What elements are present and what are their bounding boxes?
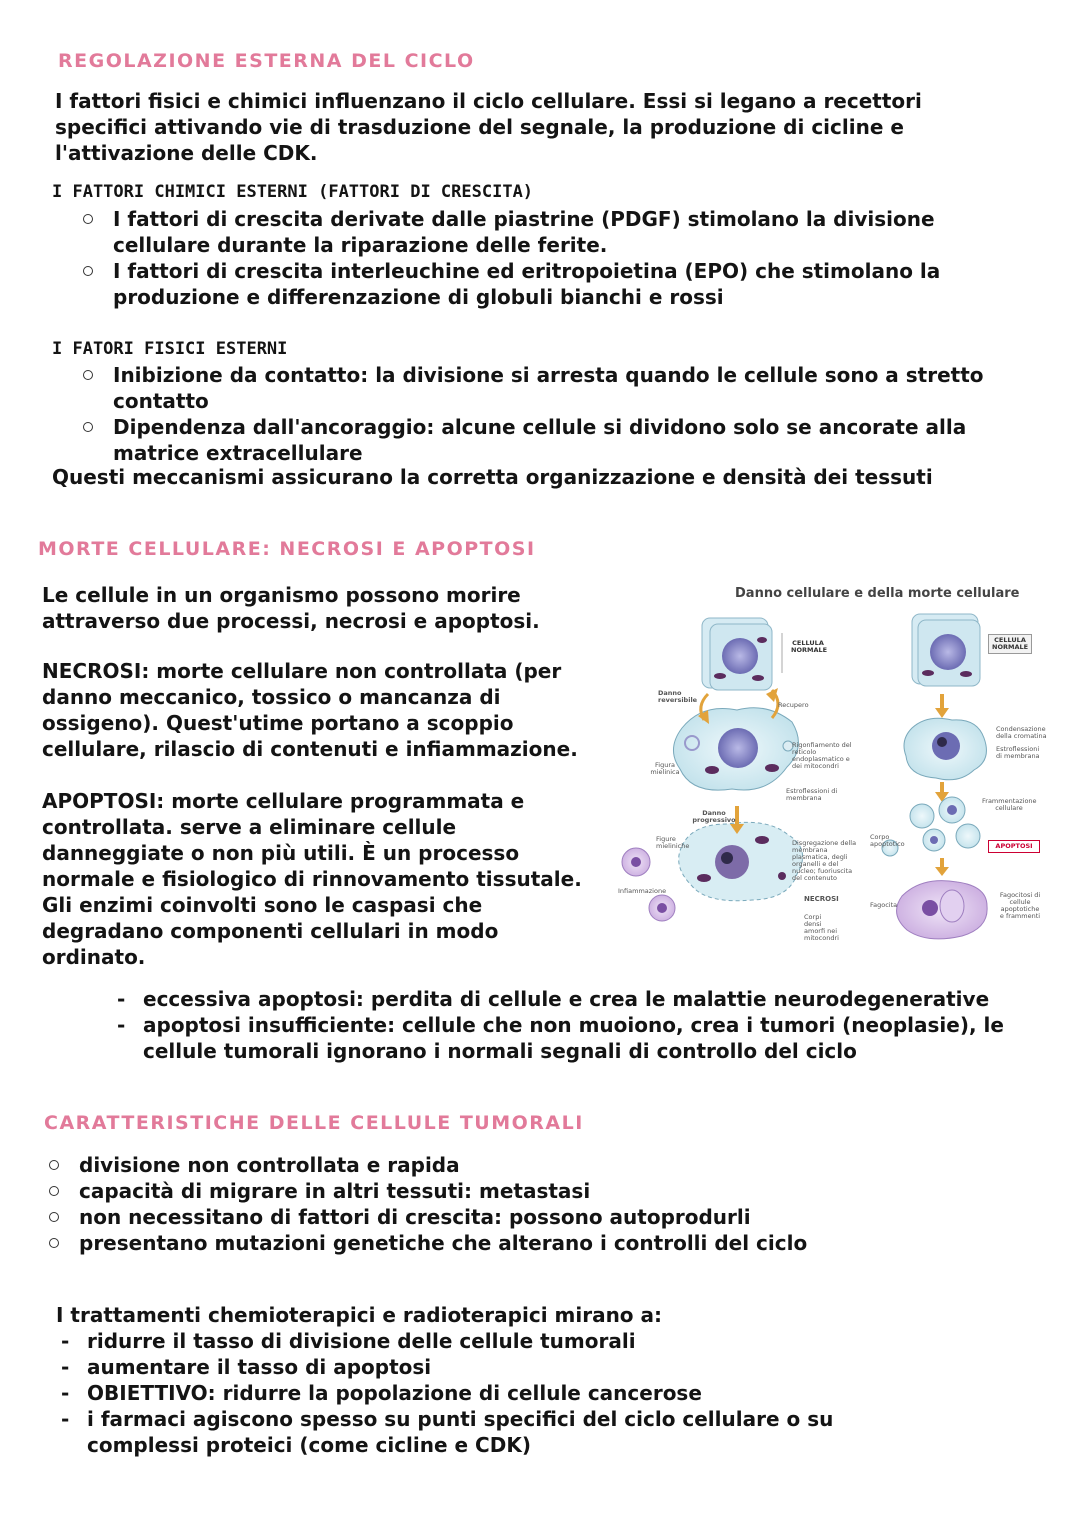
necrosi-text: NECROSI: morte cellulare non controllata (per danno meccanico, tossico o mancanza di ossigeno). Quest'utime portano a scoppio cellulare, rilascio di contenuti e infiammazione. bbox=[42, 659, 578, 761]
physical-factors-title: I FATORI FISICI ESTERNI bbox=[52, 339, 288, 359]
label-blebs: Estroflessioni di membrana bbox=[786, 787, 838, 802]
list-item: presentano mutazioni genetiche che alterano i controlli del ciclo bbox=[79, 1230, 979, 1256]
phagocyte-cell bbox=[897, 881, 988, 939]
regolazione-intro: I fattori fisici e chimici influenzano il ciclo cellulare. Essi si legano a recettori specifici attivando vie di trasduzione del segnale, la produzione di cicline e l'attivazione delle CDK. bbox=[55, 89, 922, 165]
normal-cell-left bbox=[702, 618, 772, 690]
list-item: - i farmaci agiscono spesso su punti specifici del ciclo cellulare o su complessi proteici (come cicline e CDK) bbox=[87, 1406, 847, 1458]
cell-death-figure bbox=[612, 578, 1052, 940]
normal-cell-right bbox=[912, 614, 980, 686]
physical-factors-list bbox=[113, 362, 1023, 466]
reversible-damage-cell bbox=[673, 708, 798, 790]
label-dense-bodies: Corpi densi amorfi nei mitocondri bbox=[804, 913, 839, 942]
section-heading-tumorali: CARATTERISTICHE DELLE CELLULE TUMORALI bbox=[44, 1112, 584, 1134]
necrotic-cell bbox=[679, 822, 803, 900]
label-swelling: Rigonfiamento del reticolo endoplasmatico e dei mitocondri bbox=[792, 741, 852, 770]
list-item: divisione non controllata e rapida bbox=[79, 1152, 979, 1178]
label-apoptotic-body: Corpo apoptotico bbox=[870, 833, 905, 848]
list-item: - OBIETTIVO: ridurre la popolazione di cellule cancerose bbox=[87, 1380, 847, 1406]
list-item: I fattori di crescita derivate dalle piastrine (PDGF) stimolano la divisione cellulare durante la riparazione delle ferite. bbox=[113, 206, 1023, 258]
morte-intro: Le cellule in un organismo possono morire attraverso due processi, necrosi e apoptosi. bbox=[42, 583, 540, 633]
tumor-characteristics-list bbox=[79, 1152, 979, 1256]
inflammation-cells bbox=[622, 848, 675, 921]
label-myelin: Figura mielinica bbox=[650, 761, 680, 776]
label-normal-left: CELLULA NORMALE bbox=[791, 639, 828, 654]
list-item: capacità di migrare in altri tessuti: metastasi bbox=[79, 1178, 979, 1204]
label-disintegration: Disgregazione della membrana plasmatica, degli organelli e del nucleo; fuoriuscita del contenuto bbox=[792, 839, 857, 882]
label-progressive: Danno progressivo bbox=[692, 809, 736, 824]
apoptosi-text: APOPTOSI: morte cellulare programmata e controllata. serve a eliminare cellule danneggiate o non più utili. È un processo normale e fisiologico di rinnovamento tissutale. bbox=[42, 789, 582, 891]
list-item: Inibizione da contatto: la divisione si arresta quando le cellule sono a stretto contatto bbox=[113, 362, 1023, 414]
list-item: - aumentare il tasso di apoptosi bbox=[87, 1354, 847, 1380]
treatment-list bbox=[87, 1328, 847, 1458]
chemical-factors-title: I FATTORI CHIMICI ESTERNI (FATTORI DI CRESCITA) bbox=[52, 182, 534, 202]
list-item: I fattori di crescita interleuchine ed eritropoietina (EPO) che stimolano la produzione e differenzazione di globuli bianchi e rossi bbox=[113, 258, 1023, 310]
list-item: - apoptosi insufficiente: cellule che non muoiono, crea i tumori (neoplasie), le cellule tumorali ignorano i normali segnali di controllo del ciclo bbox=[143, 1012, 1038, 1064]
figure-title: Danno cellulare e della morte cellulare bbox=[735, 586, 1020, 601]
label-reversible: Danno reversibile bbox=[658, 689, 698, 704]
label-necrosis: NECROSI bbox=[804, 895, 839, 903]
section-heading-regolazione: REGOLAZIONE ESTERNA DEL CICLO bbox=[58, 50, 475, 72]
enzimi-text: Gli enzimi coinvolti sono le caspasi che degradano componenti cellulari in modo ordinato. bbox=[42, 893, 499, 969]
label-normal-right: CELLULA NORMALE bbox=[988, 634, 1032, 654]
section-heading-morte-cellulare: MORTE CELLULARE: NECROSI E APOPTOSI bbox=[38, 538, 536, 560]
physical-conclusion: Questi meccanismi assicurano la corretta organizzazione e densità dei tessuti bbox=[52, 465, 933, 489]
label-myelin-figs: Figure mieliniche bbox=[656, 835, 690, 850]
list-item: - eccessiva apoptosi: perdita di cellule e crea le malattie neurodegenerative bbox=[143, 986, 1038, 1012]
label-fragmentation: Frammentazione cellulare bbox=[982, 797, 1037, 812]
list-item: Dipendenza dall'ancoraggio: alcune cellule si dividono solo se ancorate alla matrice extracellulare bbox=[113, 414, 1023, 466]
apoptosis-consequences-list bbox=[143, 986, 1038, 1064]
label-phagocytosis: Fagocitosi di cellule apoptotiche e frammenti bbox=[999, 891, 1041, 920]
apoptosis-condensing-cell bbox=[904, 718, 986, 780]
label-membrane-blebs: Estroflessioni di membrana bbox=[996, 745, 1040, 760]
label-recovery: Recupero bbox=[778, 701, 809, 709]
label-inflammation: Infiammazione bbox=[618, 887, 667, 895]
list-item: non necessitano di fattori di crescita: possono autoprodurli bbox=[79, 1204, 979, 1230]
chemical-factors-list bbox=[113, 206, 1023, 310]
label-condensation: Condensazione della cromatina bbox=[996, 725, 1047, 740]
label-phagocyte: Fagocita bbox=[870, 901, 898, 909]
label-apoptosis: APOPTOSI bbox=[988, 840, 1040, 853]
list-item: - ridurre il tasso di divisione delle cellule tumorali bbox=[87, 1328, 847, 1354]
treatment-title: I trattamenti chemioterapici e radioterapici mirano a: bbox=[56, 1303, 663, 1327]
